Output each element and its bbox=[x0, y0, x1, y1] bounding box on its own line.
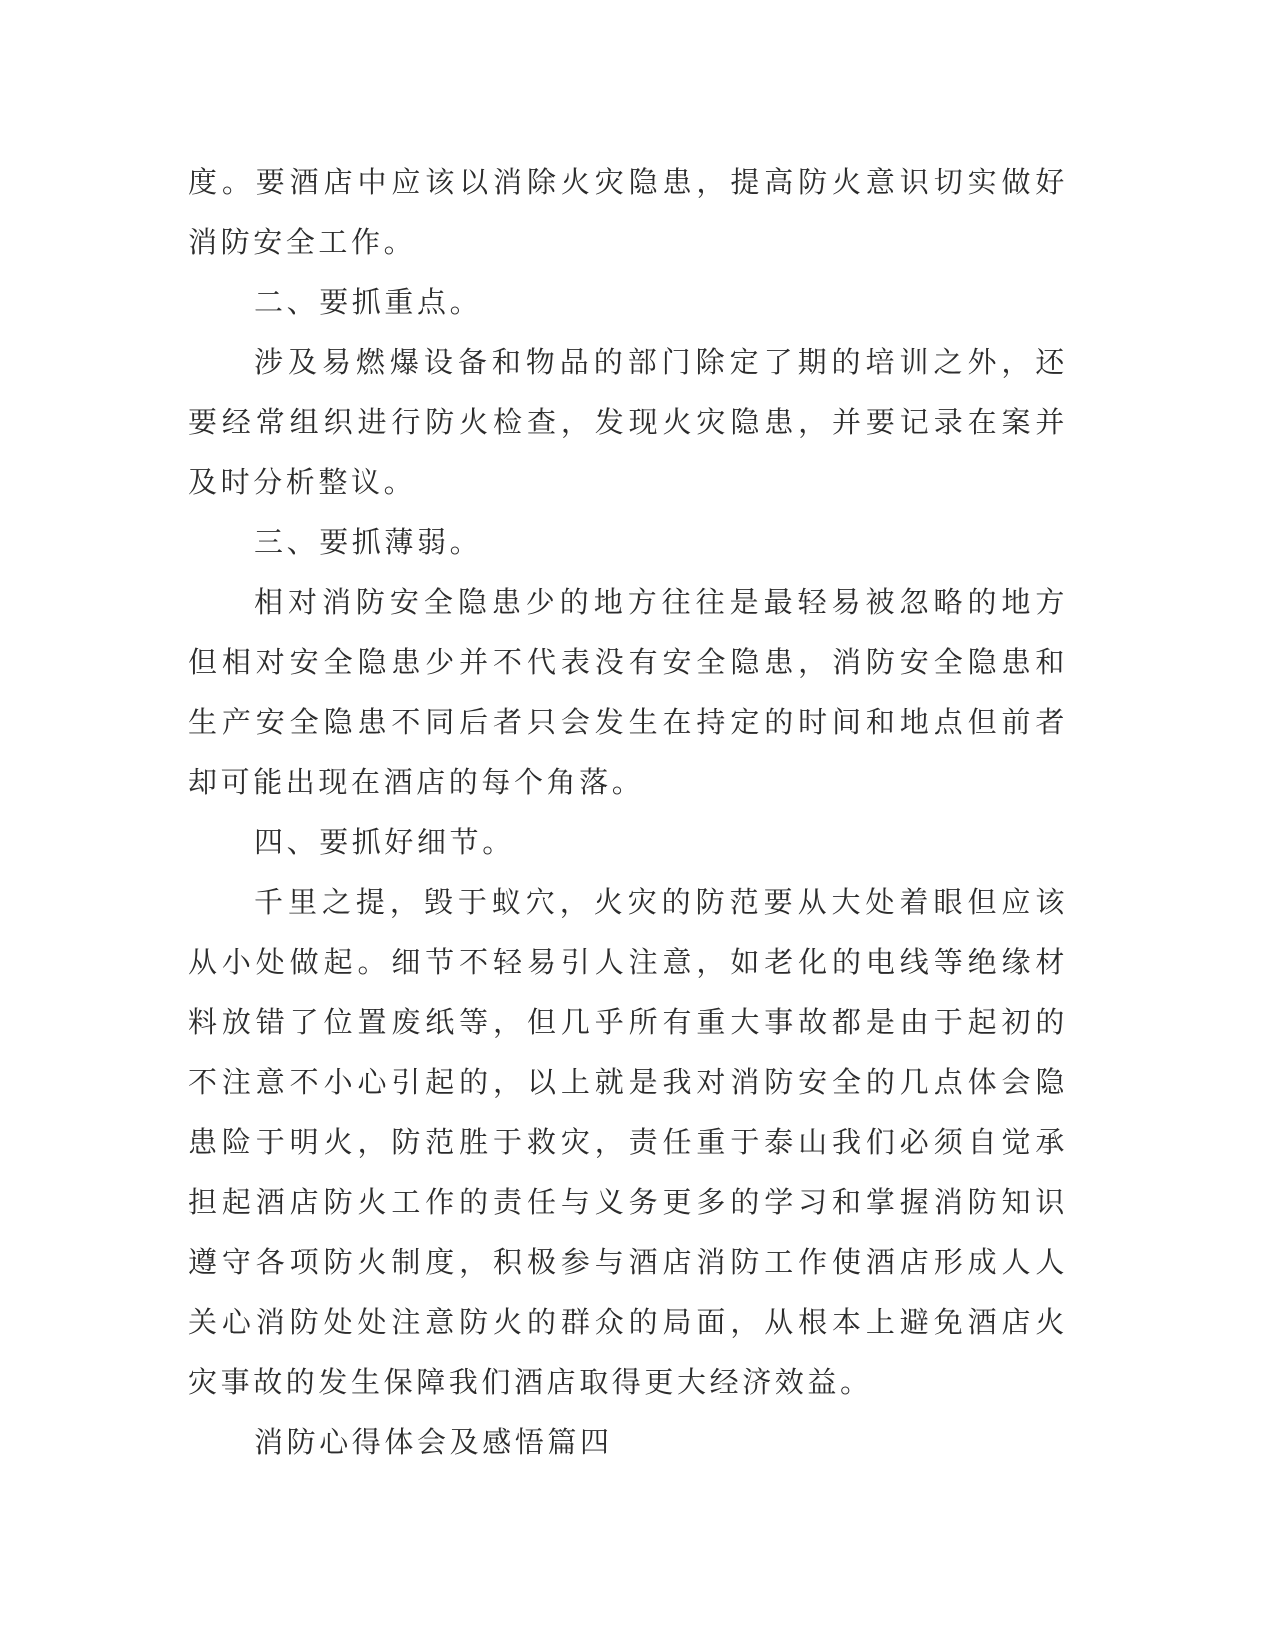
paragraph-weak-points: 相对消防安全隐患少的地方往往是最轻易被忽略的地方但相对安全隐患少并不代表没有安全隐患，消防安全隐患和生产安全隐患不同后者只会发生在持定的时间和地点但前者却可能出现在酒店的每个角落。 bbox=[188, 585, 1068, 799]
section-heading-3: 三、要抓薄弱。 bbox=[254, 525, 483, 559]
article-title-part-4: 消防心得体会及感悟篇四 bbox=[254, 1425, 613, 1459]
section-heading-4: 四、要抓好细节。 bbox=[254, 825, 515, 859]
paragraph-details: 千里之提，毁于蚁穴，火灾的防范要从大处着眼但应该从小处做起。细节不轻易引人注意，如老化的电线等绝缘材料放错了位置废纸等，但几乎所有重大事故都是由于起初的不注意不小心引起的，以上就是我对消防安全的几点体会隐患险于明火，防范胜于救灾，责任重于泰山我们必须自觉承担起酒店防火工作的责任与义务更多的学习和掌握消防知识遵守各项防火制度，积极参与酒店消防工作使酒店形成人人关心消防处处注意防火的群众的局面，从根本上避免酒店火灾事故的发生保障我们酒店取得更大经济效益。 bbox=[188, 885, 1068, 1399]
paragraph-key-points: 涉及易燃爆设备和物品的部门除定了期的培训之外，还要经常组织进行防火检查，发现火灾隐患，并要记录在案并及时分析整议。 bbox=[188, 345, 1068, 499]
document-body bbox=[188, 152, 1068, 1472]
section-heading-2: 二、要抓重点。 bbox=[254, 285, 483, 319]
paragraph-continuation: 度。要酒店中应该以消除火灾隐患，提高防火意识切实做好消防安全工作。 bbox=[188, 165, 1068, 259]
